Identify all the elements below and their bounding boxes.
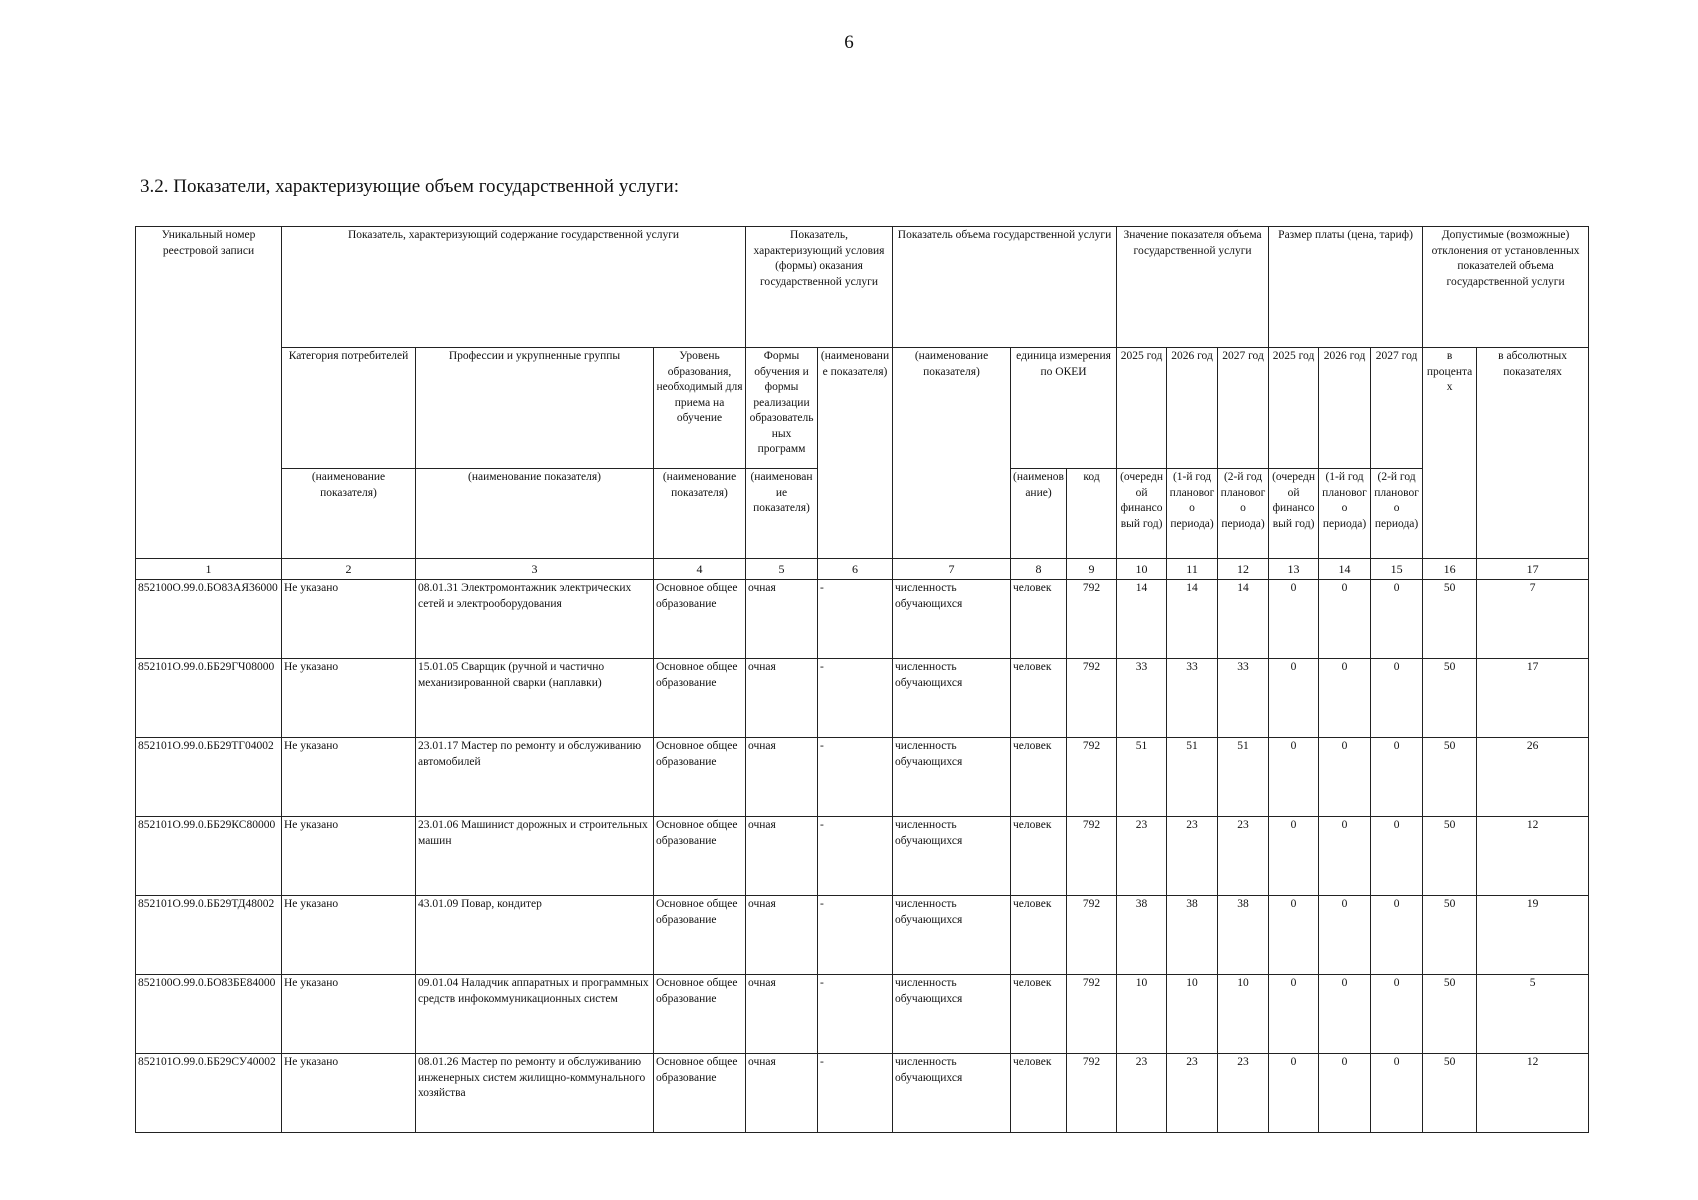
cell-okei-unit-name: человек (1011, 1054, 1067, 1133)
cell-fee-2027: 0 (1371, 1054, 1423, 1133)
header-indicator-name-7: (наименование показателя) (893, 348, 1011, 559)
header-education-level: Уровень образования, необходимый для приема на обучение (654, 348, 746, 469)
cell-volume-2026: 51 (1167, 738, 1218, 817)
cell-volume-2025: 14 (1117, 580, 1167, 659)
column-number: 15 (1371, 559, 1423, 580)
cell-volume-2026: 23 (1167, 1054, 1218, 1133)
cell-fee-2027: 0 (1371, 975, 1423, 1054)
cell-education-level: Основное общее образование (654, 738, 746, 817)
cell-registry-number: 852100О.99.0.БО83АЯ36000 (136, 580, 282, 659)
header-fee-year-2026: 2026 год (1319, 348, 1371, 469)
column-number: 13 (1269, 559, 1319, 580)
table-row (136, 896, 1589, 975)
cell-volume-2025: 23 (1117, 1054, 1167, 1133)
cell-profession: 15.01.05 Сварщик (ручной и частично механизированной сварки (наплавки) (416, 659, 654, 738)
header-year-2027: 2027 год (1218, 348, 1269, 469)
cell-fee-2025: 0 (1269, 659, 1319, 738)
cell-condition-indicator-value: - (818, 975, 893, 1054)
cell-education-level: Основное общее образование (654, 1054, 746, 1133)
section-title: 3.2. Показатели, характеризующие объем государственной услуги: (140, 176, 680, 197)
header-fee-period-2: (2-й год планового периода) (1371, 469, 1423, 559)
cell-okei-unit-name: человек (1011, 738, 1067, 817)
cell-volume-2027: 14 (1218, 580, 1269, 659)
cell-deviation-absolute: 17 (1477, 659, 1589, 738)
cell-fee-2026: 0 (1319, 1054, 1371, 1133)
cell-registry-number: 852101О.99.0.ББ29ТГ04002 (136, 738, 282, 817)
cell-okei-unit-name: человек (1011, 659, 1067, 738)
cell-education-form: очная (746, 659, 818, 738)
cell-deviation-percent: 50 (1423, 659, 1477, 738)
column-number: 11 (1167, 559, 1218, 580)
column-numbers-row (136, 559, 1589, 580)
cell-volume-indicator-name: численность обучающихся (893, 659, 1011, 738)
cell-profession: 08.01.26 Мастер по ремонту и обслуживанию инженерных систем жилищно-коммунального хозяйства (416, 1054, 654, 1133)
cell-consumer-category: Не указано (282, 975, 416, 1054)
cell-deviation-percent: 50 (1423, 1054, 1477, 1133)
cell-fee-2026: 0 (1319, 580, 1371, 659)
cell-registry-number: 852101О.99.0.ББ29ТД48002 (136, 896, 282, 975)
cell-education-form: очная (746, 817, 818, 896)
column-number: 16 (1423, 559, 1477, 580)
cell-deviation-absolute: 26 (1477, 738, 1589, 817)
header-volume-indicator: Показатель объема государственной услуги (893, 227, 1117, 348)
table-row (136, 1054, 1589, 1133)
cell-condition-indicator-value: - (818, 1054, 893, 1133)
cell-volume-indicator-name: численность обучающихся (893, 738, 1011, 817)
cell-deviation-absolute: 12 (1477, 817, 1589, 896)
cell-volume-2027: 23 (1218, 1054, 1269, 1133)
header-period-1: (1-й год планового периода) (1167, 469, 1218, 559)
cell-education-level: Основное общее образование (654, 659, 746, 738)
cell-profession: 23.01.06 Машинист дорожных и строительных машин (416, 817, 654, 896)
cell-volume-indicator-name: численность обучающихся (893, 975, 1011, 1054)
header-education-forms: Формы обучения и формы реализации образовательных программ (746, 348, 818, 469)
cell-condition-indicator-value: - (818, 738, 893, 817)
cell-fee-2025: 0 (1269, 580, 1319, 659)
cell-volume-2025: 33 (1117, 659, 1167, 738)
cell-fee-2027: 0 (1371, 896, 1423, 975)
column-number: 6 (818, 559, 893, 580)
cell-okei-unit-name: человек (1011, 580, 1067, 659)
cell-education-form: очная (746, 738, 818, 817)
cell-education-form: очная (746, 1054, 818, 1133)
cell-volume-2025: 51 (1117, 738, 1167, 817)
cell-volume-2027: 23 (1218, 817, 1269, 896)
cell-fee-2026: 0 (1319, 896, 1371, 975)
cell-volume-2027: 38 (1218, 896, 1269, 975)
table-row (136, 580, 1589, 659)
cell-fee-2025: 0 (1269, 738, 1319, 817)
cell-volume-indicator-name: численность обучающихся (893, 896, 1011, 975)
cell-okei-code: 792 (1067, 1054, 1117, 1133)
cell-fee-2026: 0 (1319, 659, 1371, 738)
header-okei-unit: единица измерения по ОКЕИ (1011, 348, 1117, 469)
table-row (136, 659, 1589, 738)
cell-fee-2025: 0 (1269, 817, 1319, 896)
column-number: 14 (1319, 559, 1371, 580)
column-number: 8 (1011, 559, 1067, 580)
column-number: 1 (136, 559, 282, 580)
cell-volume-2026: 10 (1167, 975, 1218, 1054)
header-fee-year-2027: 2027 год (1371, 348, 1423, 469)
header-content-indicator: Показатель, характеризующий содержание государственной услуги (282, 227, 746, 348)
cell-okei-unit-name: человек (1011, 975, 1067, 1054)
cell-volume-2027: 51 (1218, 738, 1269, 817)
volume-indicators-table (135, 226, 1589, 1133)
cell-education-level: Основное общее образование (654, 896, 746, 975)
cell-fee-2027: 0 (1371, 659, 1423, 738)
header-deviations: Допустимые (возможные) отклонения от установленных показателей объема государственной услуги (1423, 227, 1589, 348)
cell-education-form: очная (746, 975, 818, 1054)
header-row-1 (136, 227, 1589, 348)
cell-volume-indicator-name: численность обучающихся (893, 580, 1011, 659)
header-okei-name: (наименование) (1011, 469, 1067, 559)
header-unique-number: Уникальный номер реестровой записи (136, 227, 282, 559)
cell-condition-indicator-value: - (818, 817, 893, 896)
cell-fee-2027: 0 (1371, 580, 1423, 659)
cell-deviation-absolute: 5 (1477, 975, 1589, 1054)
cell-volume-2026: 23 (1167, 817, 1218, 896)
cell-deviation-percent: 50 (1423, 580, 1477, 659)
column-number: 4 (654, 559, 746, 580)
cell-deviation-percent: 50 (1423, 817, 1477, 896)
column-number: 5 (746, 559, 818, 580)
cell-okei-code: 792 (1067, 817, 1117, 896)
header-period-next: (очередной финансовый год) (1117, 469, 1167, 559)
header-consumer-category: Категория потребителей (282, 348, 416, 469)
cell-volume-indicator-name: численность обучающихся (893, 1054, 1011, 1133)
cell-fee-2026: 0 (1319, 738, 1371, 817)
cell-okei-code: 792 (1067, 738, 1117, 817)
header-year-2026: 2026 год (1167, 348, 1218, 469)
column-number: 3 (416, 559, 654, 580)
cell-profession: 43.01.09 Повар, кондитер (416, 896, 654, 975)
cell-fee-2026: 0 (1319, 817, 1371, 896)
cell-okei-unit-name: человек (1011, 817, 1067, 896)
cell-volume-2026: 38 (1167, 896, 1218, 975)
cell-deviation-absolute: 7 (1477, 580, 1589, 659)
cell-registry-number: 852100О.99.0.БО83БЕ84000 (136, 975, 282, 1054)
header-professions: Профессии и укрупненные группы (416, 348, 654, 469)
cell-consumer-category: Не указано (282, 896, 416, 975)
header-fee-year-2025: 2025 год (1269, 348, 1319, 469)
cell-education-level: Основное общее образование (654, 817, 746, 896)
header-row-2 (136, 348, 1589, 469)
header-indicator-name-6: (наименование показателя) (818, 348, 893, 559)
cell-deviation-percent: 50 (1423, 738, 1477, 817)
column-number: 12 (1218, 559, 1269, 580)
table-row (136, 975, 1589, 1054)
header-okei-code: код (1067, 469, 1117, 559)
table-row (136, 738, 1589, 817)
cell-education-form: очная (746, 896, 818, 975)
header-in-percent: в процентах (1423, 348, 1477, 559)
cell-volume-2026: 33 (1167, 659, 1218, 738)
cell-okei-code: 792 (1067, 580, 1117, 659)
cell-consumer-category: Не указано (282, 659, 416, 738)
cell-profession: 08.01.31 Электромонтажник электрических сетей и электрооборудования (416, 580, 654, 659)
column-number: 9 (1067, 559, 1117, 580)
cell-education-level: Основное общее образование (654, 580, 746, 659)
header-in-absolute: в абсолютных показателях (1477, 348, 1589, 559)
header-year-2025: 2025 год (1117, 348, 1167, 469)
page-number: 6 (844, 32, 854, 53)
cell-fee-2026: 0 (1319, 975, 1371, 1054)
cell-fee-2025: 0 (1269, 1054, 1319, 1133)
header-fee-period-next: (очередной финансовый год) (1269, 469, 1319, 559)
cell-volume-2027: 33 (1218, 659, 1269, 738)
column-number: 17 (1477, 559, 1589, 580)
cell-okei-code: 792 (1067, 975, 1117, 1054)
header-fee-period-1: (1-й год планового периода) (1319, 469, 1371, 559)
cell-consumer-category: Не указано (282, 738, 416, 817)
cell-profession: 23.01.17 Мастер по ремонту и обслуживанию автомобилей (416, 738, 654, 817)
header-name-2: (наименование показателя) (282, 469, 416, 559)
cell-condition-indicator-value: - (818, 896, 893, 975)
header-condition-indicator: Показатель, характеризующий условия (формы) оказания государственной услуги (746, 227, 893, 348)
header-volume-value: Значение показателя объема государственной услуги (1117, 227, 1269, 348)
column-number: 2 (282, 559, 416, 580)
cell-consumer-category: Не указано (282, 817, 416, 896)
cell-consumer-category: Не указано (282, 1054, 416, 1133)
column-number: 7 (893, 559, 1011, 580)
table-row (136, 817, 1589, 896)
cell-volume-2025: 10 (1117, 975, 1167, 1054)
cell-fee-2027: 0 (1371, 817, 1423, 896)
cell-deviation-absolute: 19 (1477, 896, 1589, 975)
header-name-4: (наименование показателя) (654, 469, 746, 559)
cell-registry-number: 852101О.99.0.ББ29ГЧ08000 (136, 659, 282, 738)
cell-consumer-category: Не указано (282, 580, 416, 659)
cell-condition-indicator-value: - (818, 659, 893, 738)
cell-deviation-percent: 50 (1423, 975, 1477, 1054)
cell-okei-code: 792 (1067, 659, 1117, 738)
header-name-5: (наименование показателя) (746, 469, 818, 559)
cell-profession: 09.01.04 Наладчик аппаратных и программных средств инфокоммуникационных систем (416, 975, 654, 1054)
cell-deviation-absolute: 12 (1477, 1054, 1589, 1133)
header-name-3: (наименование показателя) (416, 469, 654, 559)
cell-fee-2025: 0 (1269, 975, 1319, 1054)
cell-education-form: очная (746, 580, 818, 659)
cell-volume-2025: 23 (1117, 817, 1167, 896)
column-number: 10 (1117, 559, 1167, 580)
cell-okei-code: 792 (1067, 896, 1117, 975)
cell-volume-2025: 38 (1117, 896, 1167, 975)
cell-deviation-percent: 50 (1423, 896, 1477, 975)
cell-fee-2025: 0 (1269, 896, 1319, 975)
header-fee: Размер платы (цена, тариф) (1269, 227, 1423, 348)
cell-registry-number: 852101О.99.0.ББ29СУ40002 (136, 1054, 282, 1133)
cell-okei-unit-name: человек (1011, 896, 1067, 975)
cell-volume-indicator-name: численность обучающихся (893, 817, 1011, 896)
cell-volume-2027: 10 (1218, 975, 1269, 1054)
header-period-2: (2-й год планового периода) (1218, 469, 1269, 559)
cell-registry-number: 852101О.99.0.ББ29КС80000 (136, 817, 282, 896)
cell-fee-2027: 0 (1371, 738, 1423, 817)
cell-condition-indicator-value: - (818, 580, 893, 659)
cell-education-level: Основное общее образование (654, 975, 746, 1054)
cell-volume-2026: 14 (1167, 580, 1218, 659)
